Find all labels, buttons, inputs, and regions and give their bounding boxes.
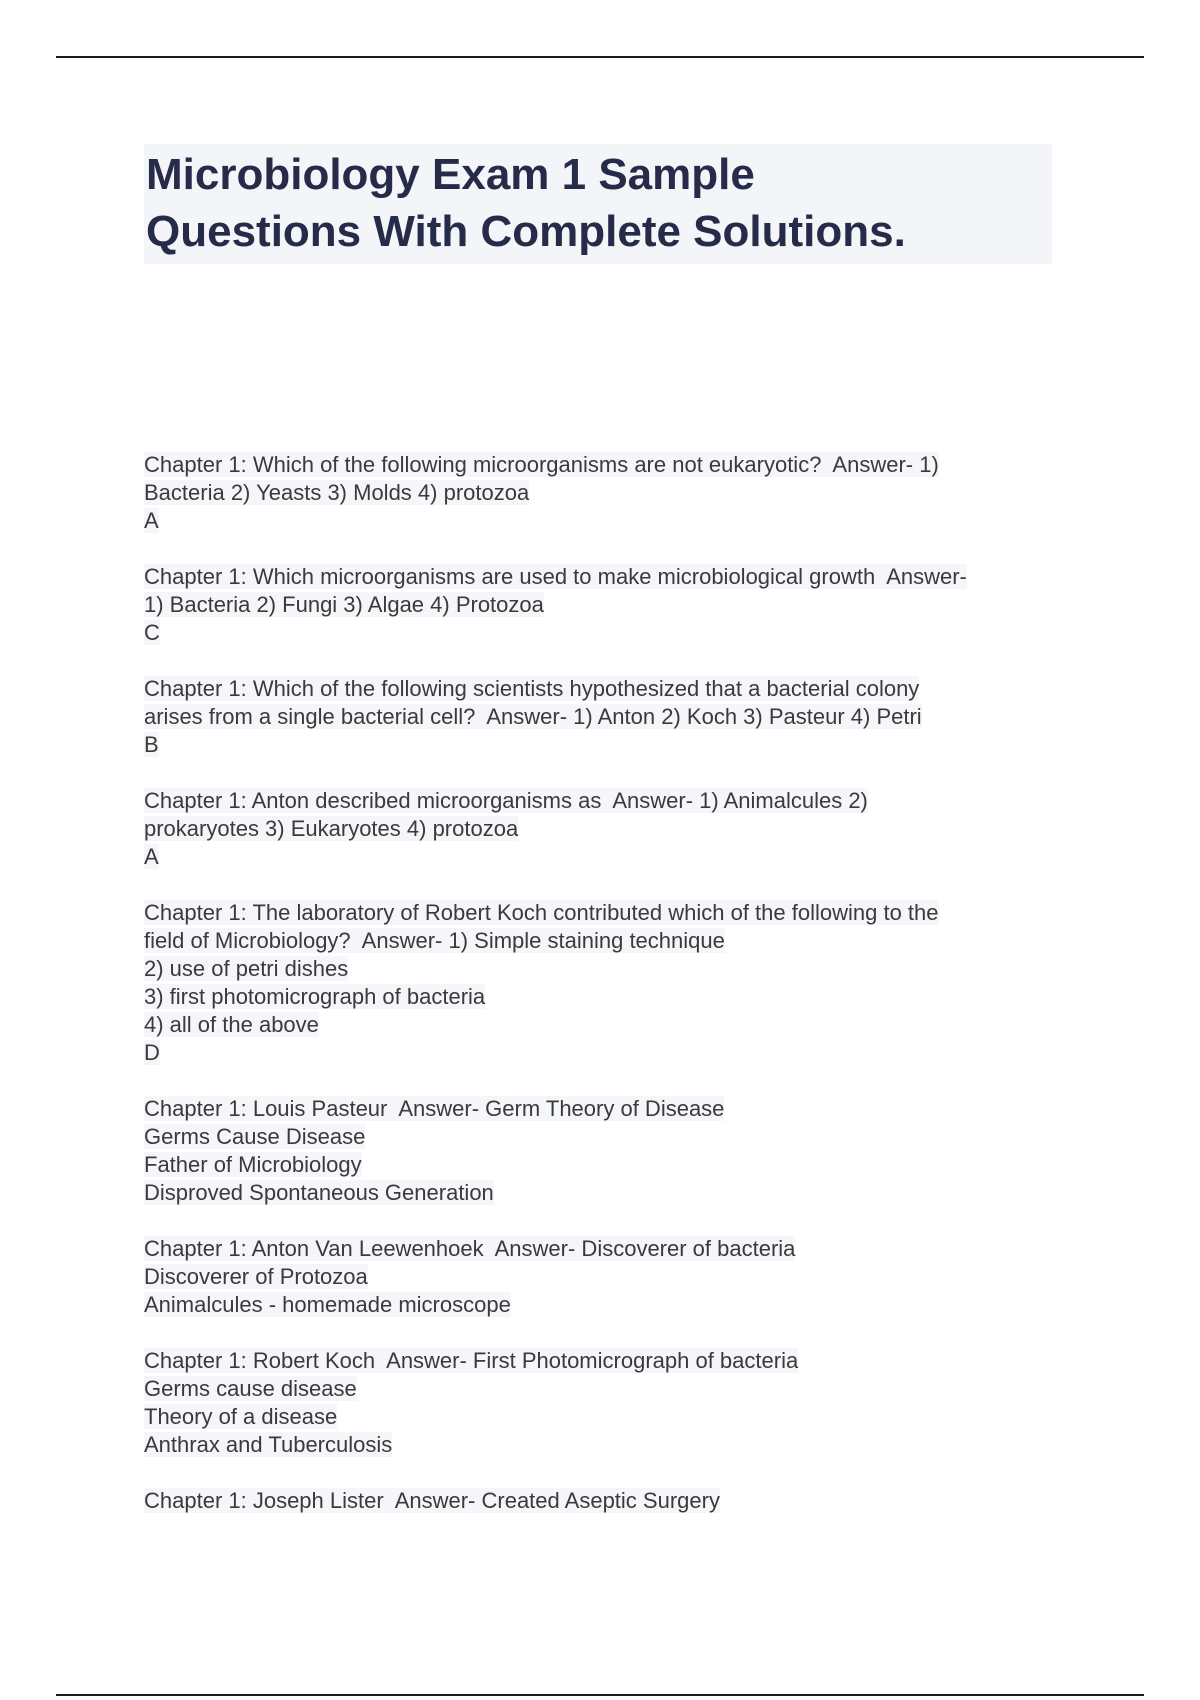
entry-text: Discoverer of Protozoa [144,1264,368,1289]
entry-line [144,1347,1056,1375]
entry-text: Chapter 1: Louis Pasteur Answer- Germ Theory of Disease [144,1096,725,1121]
entry-text: C [144,620,160,645]
entry-text: Disproved Spontaneous Generation [144,1180,494,1205]
entry-line [144,899,1056,927]
entry-text: Anthrax and Tuberculosis [144,1432,393,1457]
entry-line [144,1487,1056,1515]
entry-line [144,983,1056,1011]
entry-text: Chapter 1: Which of the following scientists hypothesized that a bacterial colony [144,676,920,701]
entry-text: A [144,844,159,869]
footer-rule [56,1694,1144,1696]
entry-text: D [144,1040,160,1065]
question-entry [144,787,1056,871]
entry-text: Chapter 1: Which microorganisms are used to make microbiological growth Answer- [144,564,967,589]
entry-text: Germs cause disease [144,1376,357,1401]
entry-line [144,731,1056,759]
entry-line [144,591,1056,619]
entry-line [144,955,1056,983]
entry-line [144,619,1056,647]
question-entry [144,1347,1056,1459]
entry-text: Bacteria 2) Yeasts 3) Molds 4) protozoa [144,480,530,505]
question-entry [144,1095,1056,1207]
entry-line [144,451,1056,479]
entry-line [144,1263,1056,1291]
entry-line [144,927,1056,955]
entry-line [144,1179,1056,1207]
entry-line [144,1403,1056,1431]
title-line: Microbiology Exam 1 Sample [146,150,755,199]
entry-line [144,1123,1056,1151]
entry-text: Germs Cause Disease [144,1124,366,1149]
entry-line [144,1095,1056,1123]
entry-text: Chapter 1: The laboratory of Robert Koch contributed which of the following to the [144,900,939,925]
entry-line [144,507,1056,535]
question-entry [144,1235,1056,1319]
entry-text: 2) use of petri dishes [144,956,349,981]
entry-line [144,1039,1056,1067]
entry-text: field of Microbiology? Answer- 1) Simple staining technique [144,928,725,953]
question-entry [144,899,1056,1067]
document-title [146,146,1052,260]
entry-line [144,815,1056,843]
entry-text: Father of Microbiology [144,1152,362,1177]
entry-line [144,1011,1056,1039]
entry-line [144,1375,1056,1403]
entry-text: Chapter 1: Which of the following microorganisms are not eukaryotic? Answer- 1) [144,452,939,477]
entry-line [144,563,1056,591]
entry-text: 3) first photomicrograph of bacteria [144,984,486,1009]
question-entry [144,1487,1056,1515]
entry-text: prokaryotes 3) Eukaryotes 4) protozoa [144,816,519,841]
entry-text: 1) Bacteria 2) Fungi 3) Algae 4) Protozoa [144,592,544,617]
question-entry [144,675,1056,759]
entry-text: arises from a single bacterial cell? Answer- 1) Anton 2) Koch 3) Pasteur 4) Petri [144,704,922,729]
title-line: Questions With Complete Solutions. [146,207,906,256]
entry-line [144,843,1056,871]
question-list [144,451,1056,1543]
entry-line [144,1151,1056,1179]
entry-line [144,703,1056,731]
entry-text: Chapter 1: Anton described microorganisms as Answer- 1) Animalcules 2) [144,788,868,813]
header-rule [56,56,1144,58]
question-entry [144,451,1056,535]
entry-line [144,479,1056,507]
title-block [144,144,1052,264]
entry-line [144,675,1056,703]
entry-text: Chapter 1: Robert Koch Answer- First Photomicrograph of bacteria [144,1348,799,1373]
entry-text: Animalcules - homemade microscope [144,1292,511,1317]
entry-line [144,1235,1056,1263]
entry-line [144,1291,1056,1319]
entry-line [144,787,1056,815]
entry-text: Chapter 1: Joseph Lister Answer- Created Aseptic Surgery [144,1488,720,1513]
entry-line [144,1431,1056,1459]
entry-text: 4) all of the above [144,1012,319,1037]
entry-text: A [144,508,159,533]
question-entry [144,563,1056,647]
entry-text: B [144,732,159,757]
entry-text: Theory of a disease [144,1404,338,1429]
entry-text: Chapter 1: Anton Van Leewenhoek Answer- Discoverer of bacteria [144,1236,796,1261]
